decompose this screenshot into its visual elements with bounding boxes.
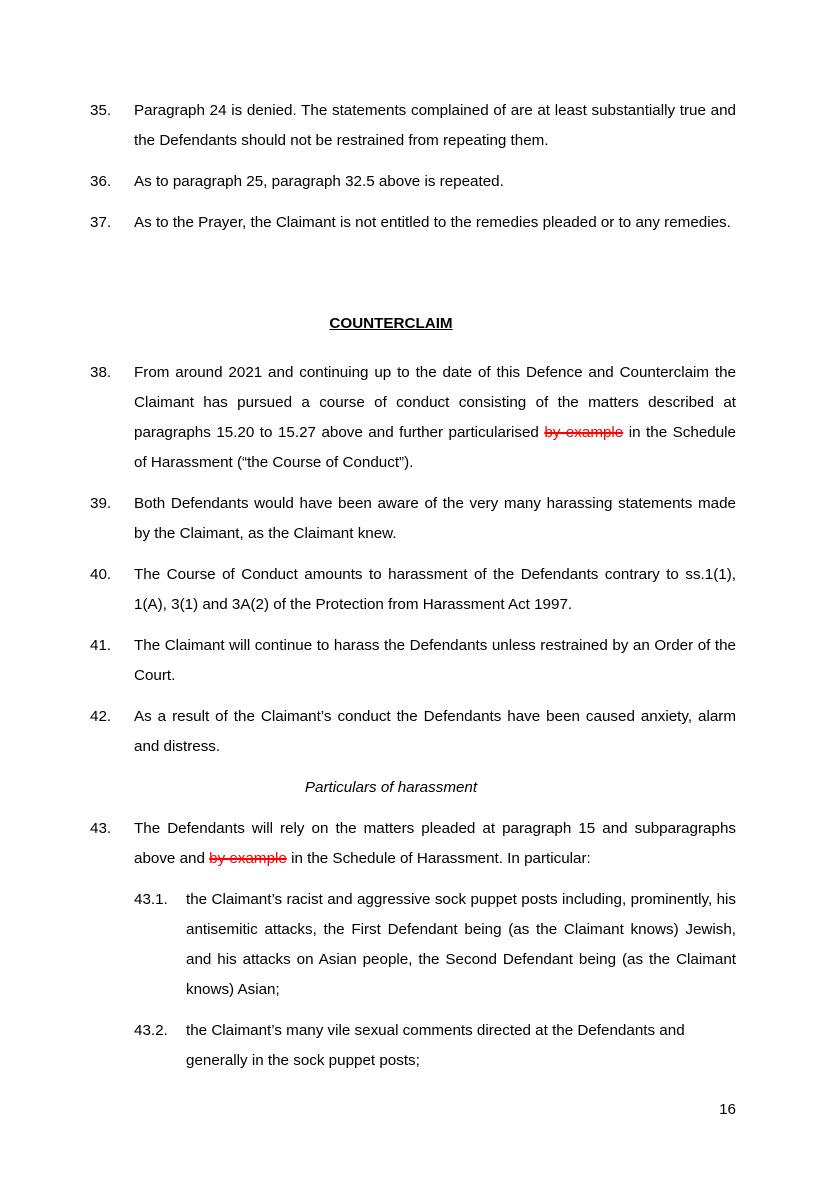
subparagraph-43-2 (90, 1016, 736, 1076)
paragraph-43-struck-amendment: by example (209, 850, 287, 867)
subparagraph-43-1 (90, 885, 736, 1005)
counterclaim-heading: COUNTERCLAIM (329, 315, 453, 332)
paragraph-37-text: As to the Prayer, the Claimant is not entitled to the remedies pleaded or to any remedies. (134, 214, 731, 231)
subparagraph-43-2-text: the Claimant’s many vile sexual comments directed at the Defendants and generally in the sock puppet posts; (186, 1022, 685, 1069)
paragraph-43-text-before: The Defendants will rely on the matters pleaded at paragraph 15 and subparagraphs above and (134, 820, 736, 867)
page-number: 16 (719, 1101, 736, 1118)
paragraph-36 (90, 167, 736, 197)
paragraph-38-number: 38. (90, 364, 112, 381)
paragraph-36-text: As to paragraph 25, paragraph 32.5 above is repeated. (134, 173, 504, 190)
paragraph-40 (90, 560, 736, 620)
paragraph-35-number: 35. (90, 102, 112, 119)
paragraph-39 (90, 489, 736, 549)
paragraph-35 (90, 96, 736, 156)
paragraph-38 (90, 358, 736, 478)
paragraph-43-text-after: in the Schedule of Harassment. In particular: (286, 850, 591, 867)
subparagraph-43-1-text: the Claimant’s racist and aggressive sock puppet posts including, prominently, his antisemitic attacks, the First Defendant being (as the Claimant knows) Jewish, and his attacks on Asian people, the Second Defendant being (as the Claimant knows) Asian; (186, 891, 736, 998)
subparagraph-43-1-number: 43.1. (134, 891, 168, 908)
paragraph-43-text (134, 814, 736, 874)
paragraph-43 (90, 814, 736, 874)
paragraph-38-text-before: From around 2021 and continuing up to the date of this Defence and Counterclaim the Claimant has pursued a course of conduct consisting of the matters described at paragraphs 15.20 to 15.27 above and further particularised (134, 364, 736, 441)
paragraph-38-struck-amendment: by example (544, 424, 624, 441)
subparagraph-43-2-number: 43.2. (134, 1022, 168, 1039)
paragraph-38-text (134, 358, 736, 478)
paragraph-42 (90, 702, 736, 762)
paragraph-42-text: As a result of the Claimant’s conduct the Defendants have been caused anxiety, alarm and distress. (134, 708, 736, 755)
paragraph-40-number: 40. (90, 566, 112, 583)
paragraph-41 (90, 631, 736, 691)
heading-gap (90, 339, 736, 358)
paragraph-43-number: 43. (90, 820, 112, 837)
paragraph-35-text: Paragraph 24 is denied. The statements complained of are at least substantially true and the Defendants should not be restrained from repeating them. (134, 102, 736, 149)
paragraph-41-text: The Claimant will continue to harass the Defendants unless restrained by an Order of the Court. (134, 637, 736, 684)
paragraph-42-number: 42. (90, 708, 112, 725)
paragraph-39-number: 39. (90, 495, 112, 512)
paragraph-40-text: The Course of Conduct amounts to harassment of the Defendants contrary to ss.1(1), 1(A), 3(1) and 3A(2) of the Protection from Harassment Act 1997. (134, 566, 736, 613)
paragraph-41-number: 41. (90, 637, 112, 654)
page-content (90, 96, 736, 1087)
paragraph-37-number: 37. (90, 214, 112, 231)
paragraph-38-text-after: in the Schedule of Harassment (“the Course of Conduct”). (134, 424, 736, 471)
section-spacer (90, 249, 736, 309)
paragraph-36-number: 36. (90, 173, 112, 190)
paragraph-37 (90, 208, 736, 238)
particulars-of-harassment-heading: Particulars of harassment (304, 779, 478, 796)
paragraph-39-text: Both Defendants would have been aware of the very many harassing statements made by the Claimant, as the Claimant knew. (134, 495, 736, 542)
